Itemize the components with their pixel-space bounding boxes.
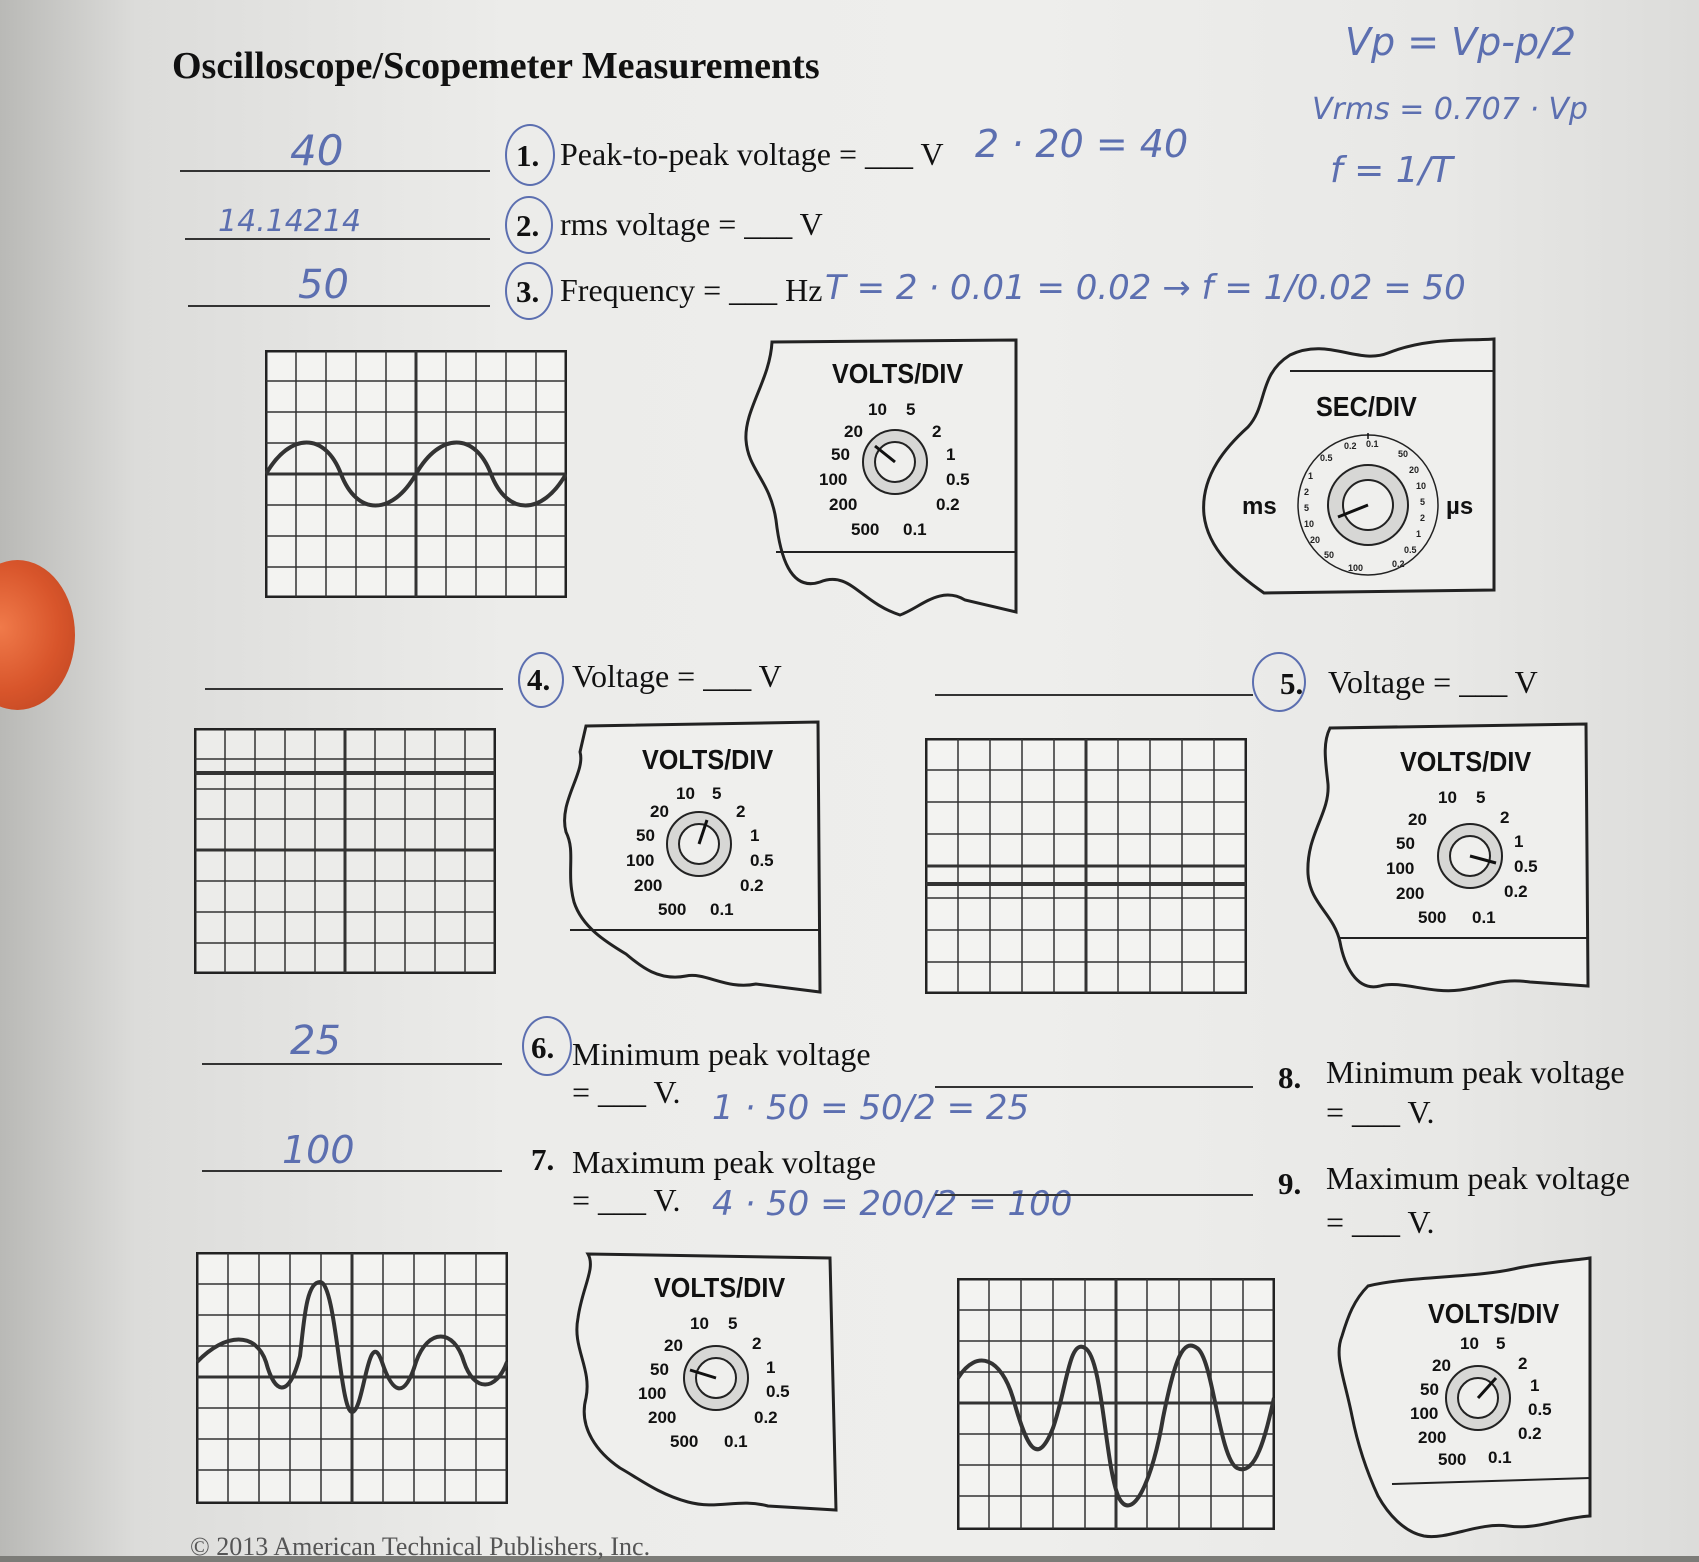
volts-div-panel-8-9 [1328, 1256, 1592, 1540]
answer-line-8 [935, 1086, 1253, 1088]
volts-div-title-5: VOLTS/DIV [1400, 746, 1532, 777]
sec-tick-9: 0.2 [1392, 559, 1405, 569]
answer-line-5 [935, 694, 1253, 696]
volts-div-title-4: VOLTS/DIV [642, 744, 774, 775]
answer-7: 100 [282, 1128, 355, 1172]
scope-grid-6-7 [196, 1252, 508, 1504]
tick-200: 200 [829, 495, 858, 514]
work-1: 2 · 20 = 40 [975, 122, 1189, 166]
question-text-8b: = ___ V. [1326, 1094, 1435, 1130]
scope-screen-1 [265, 350, 567, 598]
sec-tick-4: 10 [1416, 481, 1427, 491]
tick-0.1: 0.1 [710, 900, 734, 919]
sec-tick-6: 2 [1420, 513, 1426, 523]
tick-0.5: 0.5 [1528, 1400, 1552, 1419]
tick-0.1: 0.1 [1472, 908, 1496, 927]
work-7: 4 · 50 = 200/2 = 100 [712, 1184, 1073, 1224]
sec-tick-3: 20 [1409, 465, 1420, 475]
tick-100: 100 [626, 851, 655, 870]
volts-div-panel-4 [556, 722, 821, 992]
tick-1: 1 [750, 826, 760, 845]
sec-tick-8: 0.5 [1404, 545, 1417, 555]
tick-0.2: 0.2 [740, 876, 764, 895]
tick-200: 200 [648, 1408, 677, 1427]
tick-200: 200 [634, 876, 663, 895]
tick-0.1: 0.1 [903, 520, 927, 539]
tick-50: 50 [650, 1360, 669, 1379]
sec-tick-16: 1 [1308, 471, 1314, 481]
question-number-2: 2. [516, 208, 540, 243]
question-text-9: Maximum peak voltage [1326, 1160, 1630, 1196]
tick-2: 2 [932, 422, 942, 441]
tick-10: 10 [690, 1314, 709, 1333]
formula-frequency: f = 1/T [1330, 150, 1453, 191]
tick-2: 2 [1518, 1354, 1528, 1373]
tick-100: 100 [819, 470, 848, 489]
sec-tick-1: 0.1 [1366, 439, 1379, 449]
tick-2: 2 [736, 802, 746, 821]
formula-vp: Vp = Vp-p/2 [1345, 20, 1577, 64]
question-text-7b: = ___ V. [572, 1182, 681, 1218]
question-text-5: Voltage = ___ V [1328, 664, 1538, 700]
answer-line-6 [202, 1063, 502, 1065]
answer-3: 50 [298, 262, 349, 308]
question-text-1: Peak-to-peak voltage = ___ V [560, 136, 944, 172]
tick-5: 5 [1476, 788, 1486, 807]
tick-0.2: 0.2 [1518, 1424, 1542, 1443]
sec-tick-0: 0.2 [1344, 441, 1357, 451]
tick-1: 1 [1530, 1376, 1540, 1395]
scope-grid-8-9 [957, 1278, 1275, 1530]
sec-tick-2: 50 [1398, 449, 1409, 459]
tick-1: 1 [1514, 832, 1524, 851]
tick-0.5: 0.5 [1514, 857, 1538, 876]
work-3: T = 2 · 0.01 = 0.02 → f = 1/0.02 = 50 [825, 268, 1466, 308]
tick-20: 20 [650, 802, 669, 821]
question-number-4: 4. [527, 662, 551, 697]
question-text-4: Voltage = ___ V [572, 658, 782, 694]
tick-5: 5 [712, 784, 722, 803]
volts-div-title-1: VOLTS/DIV [832, 358, 964, 389]
question-number-1: 1. [516, 138, 540, 173]
tick-0.5: 0.5 [750, 851, 774, 870]
volts-div-title-6-7: VOLTS/DIV [654, 1272, 786, 1303]
tick-200: 200 [1418, 1428, 1447, 1447]
question-number-5: 5. [1280, 666, 1304, 701]
page-title: Oscilloscope/Scopemeter Measurements [172, 45, 820, 87]
answer-6: 25 [290, 1018, 341, 1064]
tick-100: 100 [638, 1384, 667, 1403]
scope-screen-4 [194, 728, 496, 974]
question-text-6b: = ___ V. [572, 1074, 681, 1110]
question-number-9: 9. [1278, 1166, 1302, 1201]
tick-5: 5 [728, 1314, 738, 1333]
tick-100: 100 [1386, 859, 1415, 878]
volts-div-panel-6-7 [568, 1248, 838, 1510]
tick-1: 1 [766, 1358, 776, 1377]
tick-10: 10 [1460, 1334, 1479, 1353]
scope-grid-4 [194, 728, 496, 974]
volts-div-panel-5 [1300, 724, 1590, 994]
work-6: 1 · 50 = 50/2 = 25 [712, 1088, 1030, 1128]
sec-tick-5: 5 [1420, 497, 1426, 507]
question-text-2: rms voltage = ___ V [560, 206, 823, 242]
sec-tick-17: 0.5 [1320, 453, 1333, 463]
sec-div-title: SEC/DIV [1316, 391, 1417, 422]
question-text-7: Maximum peak voltage [572, 1144, 876, 1180]
question-number-6: 6. [531, 1030, 555, 1065]
sec-div-outline [1198, 335, 1498, 595]
sec-tick-13: 10 [1304, 519, 1315, 529]
tick-5: 5 [906, 400, 916, 419]
tick-5: 5 [1496, 1334, 1506, 1353]
formula-vrms: Vrms = 0.707 · Vp [1312, 92, 1588, 127]
sec-tick-10: 100 [1348, 563, 1364, 573]
volts-div-title-8-9: VOLTS/DIV [1428, 1298, 1560, 1329]
tick-1: 1 [946, 445, 956, 464]
answer-line-4 [205, 688, 503, 690]
sec-tick-14: 5 [1304, 503, 1310, 513]
tick-0.2: 0.2 [1504, 882, 1528, 901]
question-number-8: 8. [1278, 1060, 1302, 1095]
tick-0.1: 0.1 [1488, 1448, 1512, 1467]
tick-20: 20 [664, 1336, 683, 1355]
scope-screen-6-7 [196, 1252, 508, 1504]
tick-50: 50 [831, 445, 850, 464]
question-number-3: 3. [516, 274, 540, 309]
sec-div-us-label: µs [1446, 493, 1474, 520]
question-text-8: Minimum peak voltage [1326, 1054, 1625, 1090]
tick-500: 500 [670, 1432, 699, 1451]
volts-div-panel-1 [740, 340, 1020, 615]
tick-500: 500 [1438, 1450, 1467, 1469]
tick-20: 20 [844, 422, 863, 441]
sec-tick-11: 50 [1324, 550, 1335, 560]
tick-100: 100 [1410, 1404, 1439, 1423]
tick-2: 2 [1500, 808, 1510, 827]
tick-0.5: 0.5 [946, 470, 970, 489]
tick-50: 50 [636, 826, 655, 845]
tick-500: 500 [658, 900, 687, 919]
question-text-6: Minimum peak voltage [572, 1036, 871, 1072]
scope-grid-5 [925, 738, 1247, 994]
answer-1: 40 [290, 126, 344, 175]
scope-screen-5 [925, 738, 1247, 994]
tick-10: 10 [868, 400, 887, 419]
scope-screen-8-9 [957, 1278, 1275, 1530]
answer-line-9 [935, 1194, 1253, 1196]
tick-10: 10 [676, 784, 695, 803]
copyright-footer: © 2013 American Technical Publishers, Inc. [190, 1532, 651, 1561]
sec-tick-12: 20 [1310, 535, 1321, 545]
tick-20: 20 [1408, 810, 1427, 829]
sec-tick-7: 1 [1416, 529, 1422, 539]
tick-0.5: 0.5 [766, 1382, 790, 1401]
tick-500: 500 [851, 520, 880, 539]
sec-div-ms-label: ms [1242, 493, 1277, 520]
tick-0.2: 0.2 [936, 495, 960, 514]
tick-2: 2 [752, 1334, 762, 1353]
question-text-3: Frequency = ___ Hz [560, 272, 823, 308]
answer-2: 14.14214 [218, 204, 362, 239]
tick-0.2: 0.2 [754, 1408, 778, 1427]
tick-500: 500 [1418, 908, 1447, 927]
sec-div-panel [1198, 335, 1498, 595]
sec-tick-15: 2 [1304, 487, 1310, 497]
tick-20: 20 [1432, 1356, 1451, 1375]
scope-grid-1 [265, 350, 567, 598]
tick-10: 10 [1438, 788, 1457, 807]
question-number-7: 7. [531, 1142, 555, 1177]
tick-50: 50 [1420, 1380, 1439, 1399]
finger-in-photo [0, 560, 75, 710]
tick-0.1: 0.1 [724, 1432, 748, 1451]
tick-50: 50 [1396, 834, 1415, 853]
tick-200: 200 [1396, 884, 1425, 903]
question-text-9b: = ___ V. [1326, 1204, 1435, 1240]
